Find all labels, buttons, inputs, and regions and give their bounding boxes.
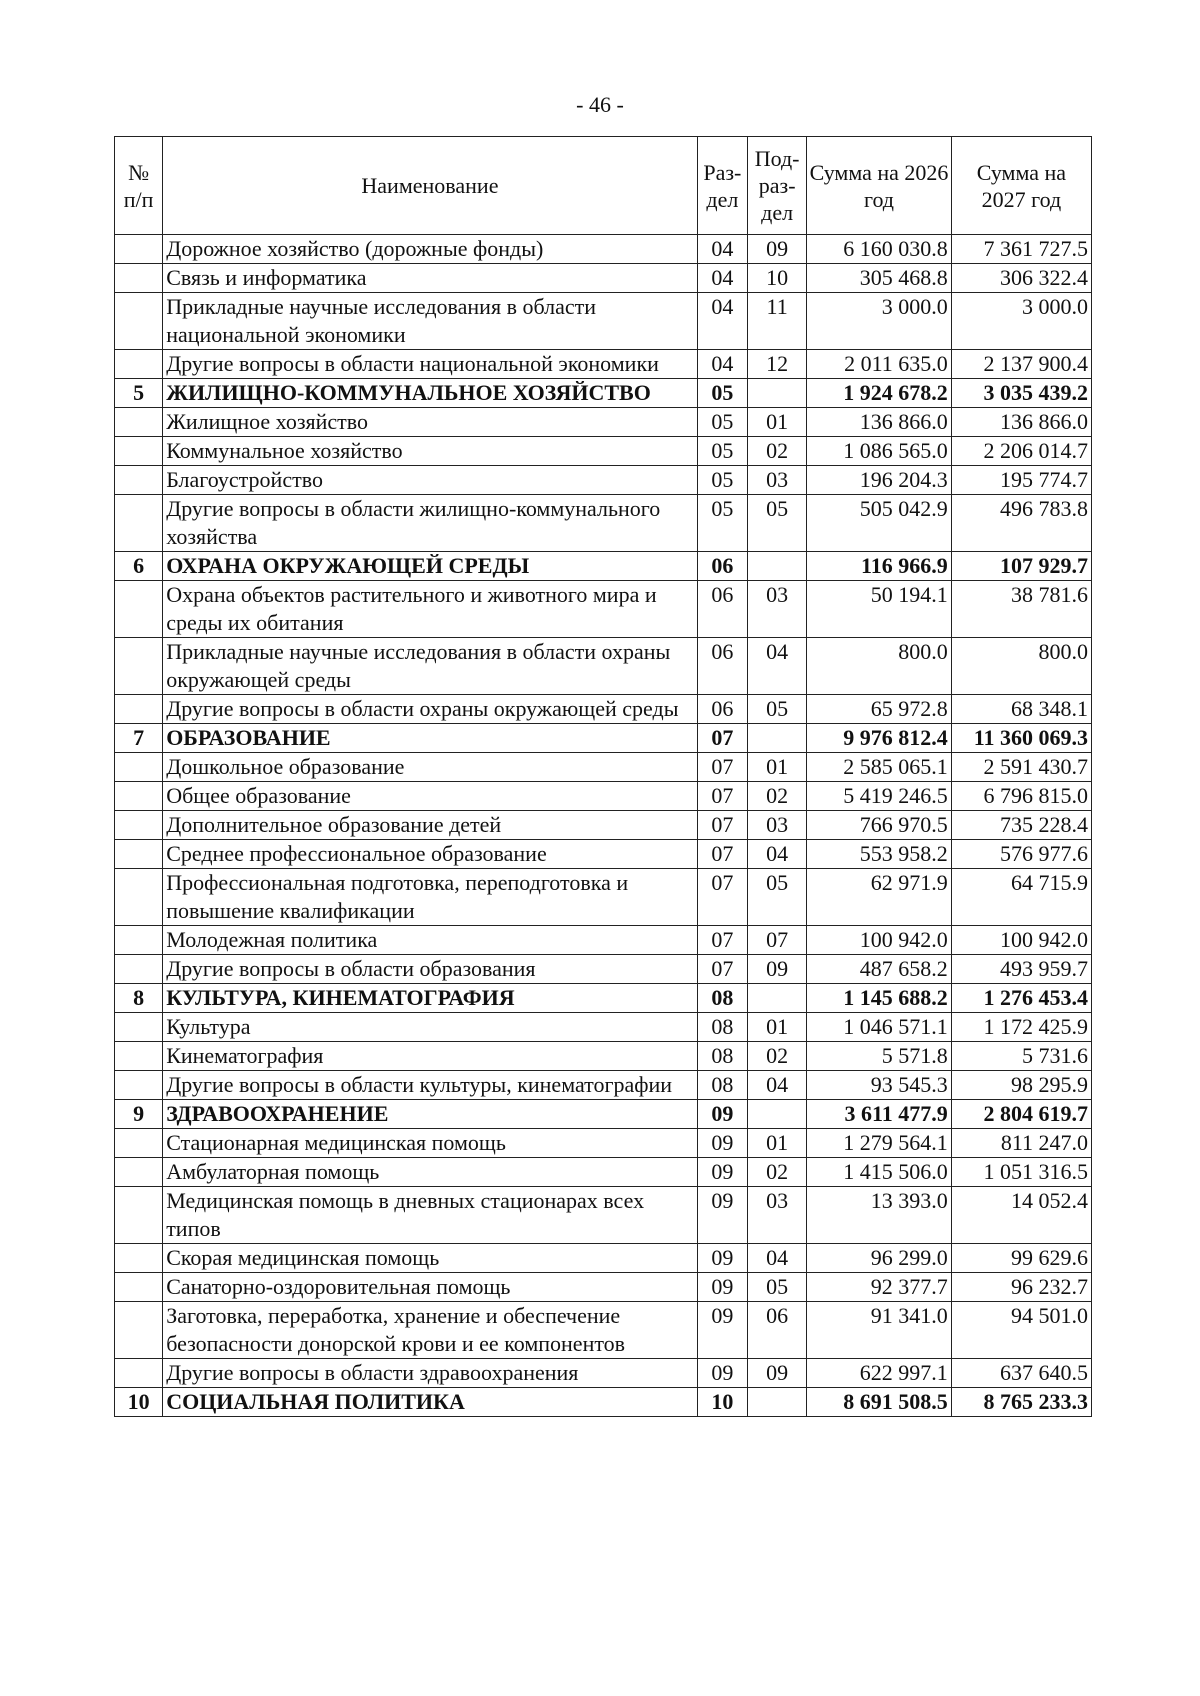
row-sum-2027: 107 929.7 [951, 552, 1091, 581]
table-row [115, 437, 1092, 466]
row-name: ОХРАНА ОКРУЖАЮЩЕЙ СРЕДЫ [163, 552, 698, 581]
row-podrazdel: 09 [748, 955, 807, 984]
row-podrazdel: 05 [748, 1273, 807, 1302]
row-sum-2027: 14 052.4 [951, 1187, 1091, 1244]
row-sum-2027: 576 977.6 [951, 840, 1091, 869]
row-razdel: 04 [697, 235, 747, 264]
header-podrazdel: Под-раз-дел [748, 137, 807, 235]
row-sum-2027: 2 804 619.7 [951, 1100, 1091, 1129]
row-sum-2026: 5 419 246.5 [807, 782, 952, 811]
row-name: Кинематография [163, 1042, 698, 1071]
row-razdel: 05 [697, 408, 747, 437]
row-podrazdel: 04 [748, 638, 807, 695]
row-sum-2026: 100 942.0 [807, 926, 952, 955]
table-row [115, 1273, 1092, 1302]
row-sum-2026: 96 299.0 [807, 1244, 952, 1273]
row-podrazdel: 03 [748, 581, 807, 638]
row-razdel: 07 [697, 811, 747, 840]
table-row [115, 955, 1092, 984]
row-sum-2026: 13 393.0 [807, 1187, 952, 1244]
row-sum-2026: 8 691 508.5 [807, 1388, 952, 1417]
row-sum-2026: 3 000.0 [807, 293, 952, 350]
row-sum-2027: 735 228.4 [951, 811, 1091, 840]
row-number [115, 466, 163, 495]
row-podrazdel: 09 [748, 235, 807, 264]
row-podrazdel: 03 [748, 1187, 807, 1244]
table-row [115, 466, 1092, 495]
table-row [115, 379, 1092, 408]
row-number [115, 1359, 163, 1388]
row-name: Санаторно-оздоровительная помощь [163, 1273, 698, 1302]
row-sum-2027: 68 348.1 [951, 695, 1091, 724]
row-number [115, 581, 163, 638]
row-podrazdel: 12 [748, 350, 807, 379]
row-number [115, 638, 163, 695]
table-row [115, 495, 1092, 552]
row-name: Другие вопросы в области культуры, кинематографии [163, 1071, 698, 1100]
table-row [115, 1071, 1092, 1100]
row-razdel: 05 [697, 466, 747, 495]
table-row [115, 984, 1092, 1013]
table-row [115, 724, 1092, 753]
row-sum-2026: 2 585 065.1 [807, 753, 952, 782]
row-name: Молодежная политика [163, 926, 698, 955]
row-sum-2027: 38 781.6 [951, 581, 1091, 638]
header-name: Наименование [163, 137, 698, 235]
row-sum-2027: 100 942.0 [951, 926, 1091, 955]
row-name: Дошкольное образование [163, 753, 698, 782]
row-podrazdel: 03 [748, 811, 807, 840]
row-razdel: 09 [697, 1244, 747, 1273]
row-sum-2027: 5 731.6 [951, 1042, 1091, 1071]
row-name: Медицинская помощь в дневных стационарах всех типов [163, 1187, 698, 1244]
row-razdel: 07 [697, 724, 747, 753]
row-sum-2026: 1 046 571.1 [807, 1013, 952, 1042]
row-sum-2026: 553 958.2 [807, 840, 952, 869]
row-sum-2026: 1 086 565.0 [807, 437, 952, 466]
table-row [115, 840, 1092, 869]
row-sum-2027: 637 640.5 [951, 1359, 1091, 1388]
row-podrazdel [748, 1388, 807, 1417]
row-sum-2026: 305 468.8 [807, 264, 952, 293]
row-name: Коммунальное хозяйство [163, 437, 698, 466]
row-sum-2027: 195 774.7 [951, 466, 1091, 495]
row-number: 6 [115, 552, 163, 581]
row-number [115, 1302, 163, 1359]
row-sum-2026: 1 924 678.2 [807, 379, 952, 408]
row-name: Стационарная медицинская помощь [163, 1129, 698, 1158]
row-podrazdel: 09 [748, 1359, 807, 1388]
row-name: Охрана объектов растительного и животного мира и среды их обитания [163, 581, 698, 638]
row-sum-2026: 62 971.9 [807, 869, 952, 926]
row-number [115, 350, 163, 379]
table-row [115, 1158, 1092, 1187]
table-row [115, 1187, 1092, 1244]
row-number [115, 1273, 163, 1302]
row-number [115, 1042, 163, 1071]
row-podrazdel: 02 [748, 782, 807, 811]
row-sum-2027: 136 866.0 [951, 408, 1091, 437]
row-sum-2026: 5 571.8 [807, 1042, 952, 1071]
row-podrazdel: 01 [748, 408, 807, 437]
row-sum-2026: 2 011 635.0 [807, 350, 952, 379]
table-row [115, 782, 1092, 811]
row-razdel: 08 [697, 984, 747, 1013]
table-row [115, 1388, 1092, 1417]
table-row [115, 1302, 1092, 1359]
row-name: ЖИЛИЩНО-КОММУНАЛЬНОЕ ХОЗЯЙСТВО [163, 379, 698, 408]
row-sum-2026: 3 611 477.9 [807, 1100, 952, 1129]
row-number [115, 437, 163, 466]
row-podrazdel [748, 1100, 807, 1129]
row-name: Другие вопросы в области охраны окружающей среды [163, 695, 698, 724]
row-number [115, 955, 163, 984]
row-podrazdel [748, 984, 807, 1013]
row-sum-2027: 811 247.0 [951, 1129, 1091, 1158]
row-number [115, 495, 163, 552]
row-podrazdel: 07 [748, 926, 807, 955]
table-header [115, 137, 1092, 235]
row-sum-2027: 8 765 233.3 [951, 1388, 1091, 1417]
row-podrazdel: 01 [748, 753, 807, 782]
row-number [115, 1244, 163, 1273]
row-podrazdel [748, 552, 807, 581]
row-razdel: 08 [697, 1042, 747, 1071]
row-sum-2027: 94 501.0 [951, 1302, 1091, 1359]
row-sum-2027: 1 276 453.4 [951, 984, 1091, 1013]
header-sum-2026: Сумма на 2026 год [807, 137, 952, 235]
row-podrazdel: 01 [748, 1129, 807, 1158]
row-razdel: 09 [697, 1129, 747, 1158]
row-number [115, 1158, 163, 1187]
row-number [115, 1187, 163, 1244]
row-sum-2027: 99 629.6 [951, 1244, 1091, 1273]
row-razdel: 07 [697, 955, 747, 984]
row-podrazdel: 05 [748, 695, 807, 724]
row-name: Другие вопросы в области здравоохранения [163, 1359, 698, 1388]
table-row [115, 1244, 1092, 1273]
row-razdel: 09 [697, 1359, 747, 1388]
row-number [115, 811, 163, 840]
row-sum-2027: 64 715.9 [951, 869, 1091, 926]
row-podrazdel: 01 [748, 1013, 807, 1042]
row-razdel: 07 [697, 926, 747, 955]
table-row [115, 293, 1092, 350]
row-razdel: 05 [697, 379, 747, 408]
header-sum-2027: Сумма на 2027 год [951, 137, 1091, 235]
table-row [115, 408, 1092, 437]
table-row [115, 695, 1092, 724]
row-number [115, 1013, 163, 1042]
row-number [115, 408, 163, 437]
row-sum-2026: 50 194.1 [807, 581, 952, 638]
row-name: Общее образование [163, 782, 698, 811]
table-row [115, 1100, 1092, 1129]
row-name: Благоустройство [163, 466, 698, 495]
row-name: Связь и информатика [163, 264, 698, 293]
row-podrazdel: 04 [748, 840, 807, 869]
row-sum-2027: 96 232.7 [951, 1273, 1091, 1302]
row-name: Другие вопросы в области образования [163, 955, 698, 984]
table-row [115, 1042, 1092, 1071]
row-sum-2026: 1 145 688.2 [807, 984, 952, 1013]
row-podrazdel [748, 724, 807, 753]
row-sum-2026: 622 997.1 [807, 1359, 952, 1388]
row-razdel: 09 [697, 1187, 747, 1244]
row-number [115, 782, 163, 811]
header-num: № п/п [115, 137, 163, 235]
row-number [115, 926, 163, 955]
row-razdel: 09 [697, 1158, 747, 1187]
row-podrazdel: 05 [748, 495, 807, 552]
row-number: 7 [115, 724, 163, 753]
row-sum-2027: 1 172 425.9 [951, 1013, 1091, 1042]
row-number [115, 264, 163, 293]
table-row [115, 581, 1092, 638]
row-name: Культура [163, 1013, 698, 1042]
row-sum-2026: 800.0 [807, 638, 952, 695]
table-row [115, 350, 1092, 379]
row-number [115, 235, 163, 264]
row-razdel: 06 [697, 552, 747, 581]
row-sum-2026: 1 279 564.1 [807, 1129, 952, 1158]
table-row [115, 869, 1092, 926]
row-number [115, 293, 163, 350]
row-name: Заготовка, переработка, хранение и обеспечение безопасности донорской крови и ее компонентов [163, 1302, 698, 1359]
row-sum-2027: 2 591 430.7 [951, 753, 1091, 782]
row-razdel: 07 [697, 840, 747, 869]
row-podrazdel: 02 [748, 437, 807, 466]
row-razdel: 08 [697, 1013, 747, 1042]
row-sum-2027: 2 206 014.7 [951, 437, 1091, 466]
row-sum-2026: 487 658.2 [807, 955, 952, 984]
row-name: Другие вопросы в области жилищно-коммунального хозяйства [163, 495, 698, 552]
row-razdel: 04 [697, 350, 747, 379]
budget-table [114, 136, 1092, 1417]
row-razdel: 08 [697, 1071, 747, 1100]
row-name: Прикладные научные исследования в области охраны окружающей среды [163, 638, 698, 695]
row-number: 9 [115, 1100, 163, 1129]
row-sum-2026: 766 970.5 [807, 811, 952, 840]
row-name: Жилищное хозяйство [163, 408, 698, 437]
row-sum-2027: 3 000.0 [951, 293, 1091, 350]
row-podrazdel: 06 [748, 1302, 807, 1359]
table-row [115, 811, 1092, 840]
row-number [115, 869, 163, 926]
row-podrazdel: 02 [748, 1158, 807, 1187]
row-sum-2027: 98 295.9 [951, 1071, 1091, 1100]
row-sum-2027: 2 137 900.4 [951, 350, 1091, 379]
row-name: ЗДРАВООХРАНЕНИЕ [163, 1100, 698, 1129]
row-sum-2027: 493 959.7 [951, 955, 1091, 984]
row-name: Другие вопросы в области национальной экономики [163, 350, 698, 379]
row-number [115, 1129, 163, 1158]
row-sum-2026: 1 415 506.0 [807, 1158, 952, 1187]
row-sum-2026: 65 972.8 [807, 695, 952, 724]
row-number: 5 [115, 379, 163, 408]
table-row [115, 1013, 1092, 1042]
table-row [115, 1129, 1092, 1158]
row-razdel: 10 [697, 1388, 747, 1417]
row-sum-2026: 196 204.3 [807, 466, 952, 495]
row-podrazdel [748, 379, 807, 408]
row-number [115, 695, 163, 724]
table-row [115, 638, 1092, 695]
row-sum-2027: 496 783.8 [951, 495, 1091, 552]
row-razdel: 07 [697, 753, 747, 782]
row-razdel: 07 [697, 869, 747, 926]
row-sum-2026: 9 976 812.4 [807, 724, 952, 753]
row-sum-2027: 6 796 815.0 [951, 782, 1091, 811]
row-sum-2027: 306 322.4 [951, 264, 1091, 293]
row-name: Среднее профессиональное образование [163, 840, 698, 869]
row-sum-2027: 1 051 316.5 [951, 1158, 1091, 1187]
row-razdel: 09 [697, 1273, 747, 1302]
row-sum-2027: 800.0 [951, 638, 1091, 695]
row-number: 10 [115, 1388, 163, 1417]
row-sum-2026: 6 160 030.8 [807, 235, 952, 264]
row-sum-2027: 3 035 439.2 [951, 379, 1091, 408]
row-sum-2026: 93 545.3 [807, 1071, 952, 1100]
row-name: ОБРАЗОВАНИЕ [163, 724, 698, 753]
row-name: Скорая медицинская помощь [163, 1244, 698, 1273]
row-sum-2026: 505 042.9 [807, 495, 952, 552]
table-row [115, 926, 1092, 955]
row-podrazdel: 04 [748, 1244, 807, 1273]
row-podrazdel: 03 [748, 466, 807, 495]
row-name: Прикладные научные исследования в области национальной экономики [163, 293, 698, 350]
row-razdel: 04 [697, 264, 747, 293]
row-razdel: 09 [697, 1302, 747, 1359]
row-podrazdel: 02 [748, 1042, 807, 1071]
row-number: 8 [115, 984, 163, 1013]
row-sum-2027: 11 360 069.3 [951, 724, 1091, 753]
row-razdel: 09 [697, 1100, 747, 1129]
row-sum-2026: 92 377.7 [807, 1273, 952, 1302]
page-number: - 46 - [576, 92, 624, 117]
row-name: Дорожное хозяйство (дорожные фонды) [163, 235, 698, 264]
row-razdel: 07 [697, 782, 747, 811]
row-sum-2026: 116 966.9 [807, 552, 952, 581]
row-name: Дополнительное образование детей [163, 811, 698, 840]
row-podrazdel: 11 [748, 293, 807, 350]
row-name: СОЦИАЛЬНАЯ ПОЛИТИКА [163, 1388, 698, 1417]
row-number [115, 1071, 163, 1100]
row-name: КУЛЬТУРА, КИНЕМАТОГРАФИЯ [163, 984, 698, 1013]
table-row [115, 552, 1092, 581]
table-body [115, 235, 1092, 1417]
row-name: Профессиональная подготовка, переподготовка и повышение квалификации [163, 869, 698, 926]
row-podrazdel: 04 [748, 1071, 807, 1100]
row-razdel: 06 [697, 695, 747, 724]
row-sum-2026: 136 866.0 [807, 408, 952, 437]
row-number [115, 840, 163, 869]
row-podrazdel: 10 [748, 264, 807, 293]
row-razdel: 05 [697, 495, 747, 552]
row-name: Амбулаторная помощь [163, 1158, 698, 1187]
table-row [115, 753, 1092, 782]
row-razdel: 06 [697, 638, 747, 695]
table-row [115, 235, 1092, 264]
row-razdel: 06 [697, 581, 747, 638]
row-number [115, 753, 163, 782]
header-razdel: Раз-дел [697, 137, 747, 235]
row-podrazdel: 05 [748, 869, 807, 926]
row-sum-2027: 7 361 727.5 [951, 235, 1091, 264]
table-row [115, 1359, 1092, 1388]
row-sum-2026: 91 341.0 [807, 1302, 952, 1359]
row-razdel: 04 [697, 293, 747, 350]
table-row [115, 264, 1092, 293]
row-razdel: 05 [697, 437, 747, 466]
